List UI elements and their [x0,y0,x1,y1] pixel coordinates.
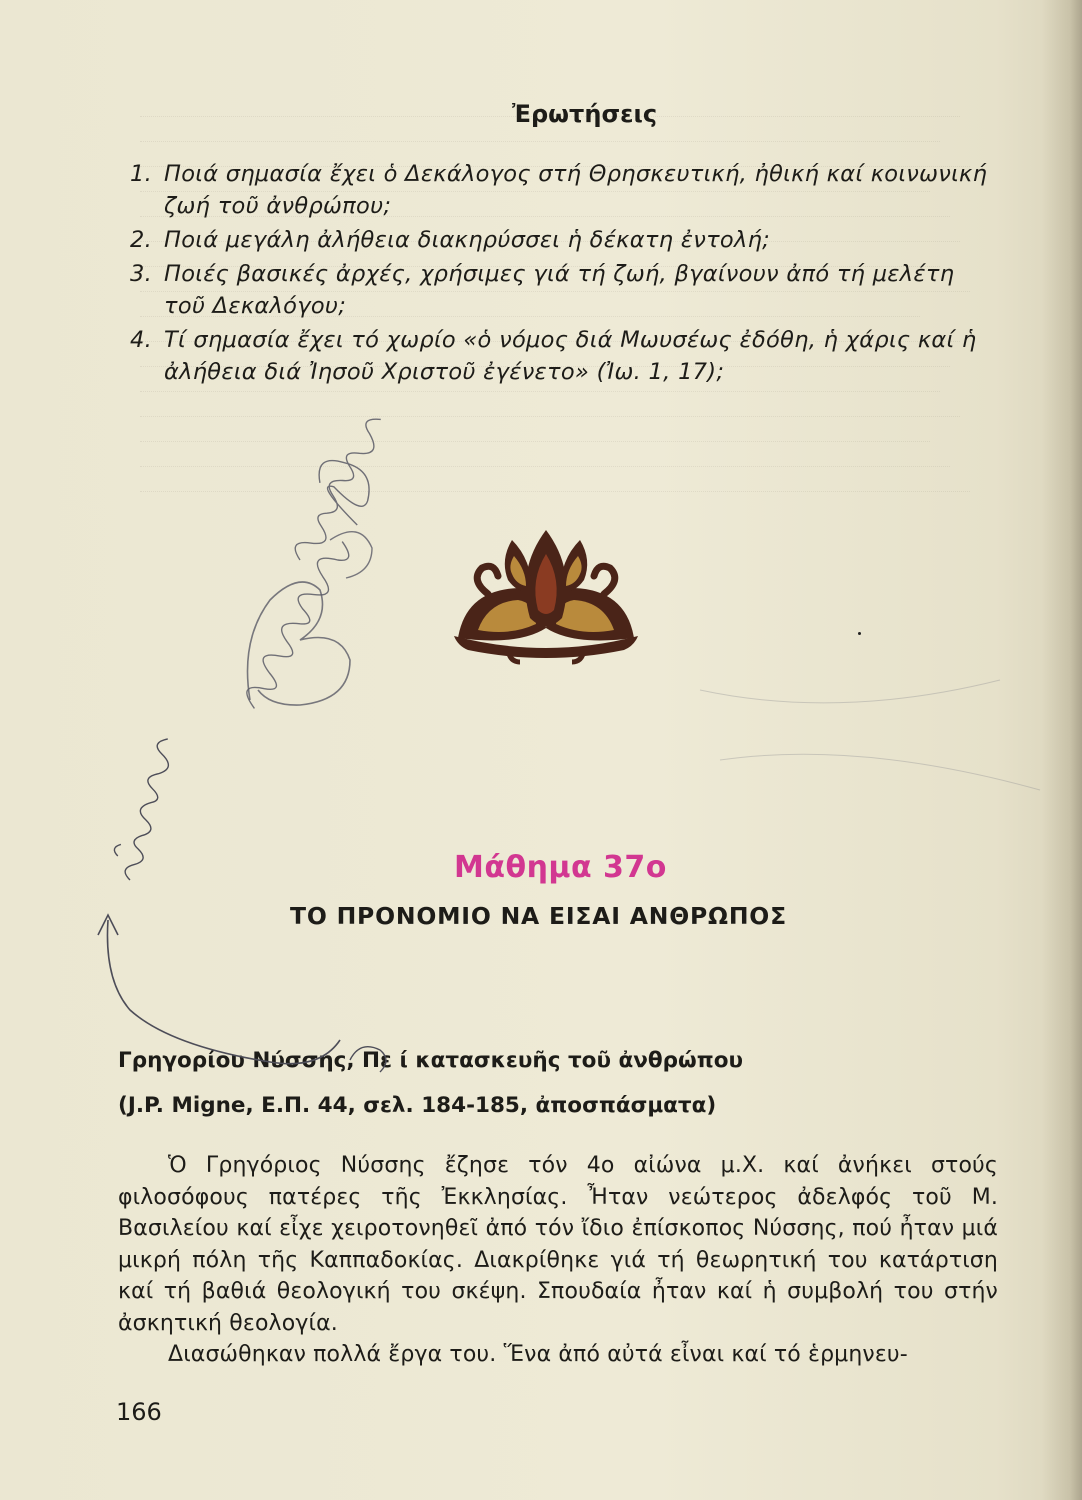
question-text: Τί σημασία ἔχει τό χωρίο «ὁ νόμος διά Μωυσέως ἐδόθη, ἡ χάρις καί ἡ ἀλήθεια διά Ἰησοῦ Χριστοῦ ἐγένετο» (Ἰω. 1, 17); [164,327,977,385]
ink-dot [858,632,861,635]
question-text: Ποιά σημασία ἔχει ὁ Δεκάλογος στή Θρησκευτική, ἠθική καί κοινωνική ζωή τοῦ ἀνθρώπου; [164,161,988,219]
question-item [130,324,1000,388]
body-text [118,1150,998,1371]
question-number: 3. [130,261,153,287]
page-spine-shadow [1042,0,1082,1500]
source-reference: (J.P. Migne, Ε.Π. 44, σελ. 184-185, ἀποσπάσματα) [118,1093,717,1118]
lotus-ornament-icon [448,510,644,670]
question-text: Ποιά μεγάλη ἀλήθεια διακηρύσσει ἡ δέκατη ἐντολή; [164,227,771,253]
paragraph: Διασώθηκαν πολλά ἔργα του. Ἕνα ἀπό αὐτά εἶναι καί τό ἑρμηνευ- [168,1342,908,1367]
question-item [130,224,1000,256]
questions-heading: Ἐρωτήσεις [512,100,658,128]
question-text: Ποιές βασικές ἀρχές, χρήσιμες γιά τή ζωή, βγαίνουν ἀπό τή μελέτη τοῦ Δεκαλόγου; [164,261,955,319]
question-number: 2. [130,227,153,253]
page-number: 166 [116,1398,162,1426]
lesson-title: ΤΟ ΠΡΟΝΟΜΙΟ ΝΑ ΕΙΣΑΙ ΑΝΘΡΩΠΟΣ [290,902,787,930]
question-number: 1. [130,161,153,187]
question-number: 4. [130,327,153,353]
paragraph: Ὁ Γρηγόριος Νύσσης ἔζησε τόν 4ο αἰώνα μ.Χ. καί ἀνήκει στούς φιλοσόφους πατέρες τῆς Ἐκκλησίας. Ἦταν νεώτερος ἀδελφός τοῦ Μ. Βασιλείου καί εἶχε χειροτονηθεῖ ἀπό τόν ἴδιο ἐπίσκοπος Νύσσης, πού ἦταν μιά μικρή πόλη τῆς Καππαδοκίας. Διακρίθηκε γιά τή θεωρητική του κατάρτιση καί τή βαθιά θεολογική του σκέψη. Σπουδαία ἦταν καί ἡ συμβολή του στήν ἀσκητική θεολογία. [118,1153,998,1336]
question-item [130,158,1000,222]
questions-list [130,158,1000,388]
source-author-work: Γρηγορίου Νύσσης, Πε ί κατασκευῆς τοῦ ἀνθρώπου [118,1048,744,1073]
question-item [130,258,1000,322]
lesson-number: Μάθημα 37ο [454,850,667,885]
